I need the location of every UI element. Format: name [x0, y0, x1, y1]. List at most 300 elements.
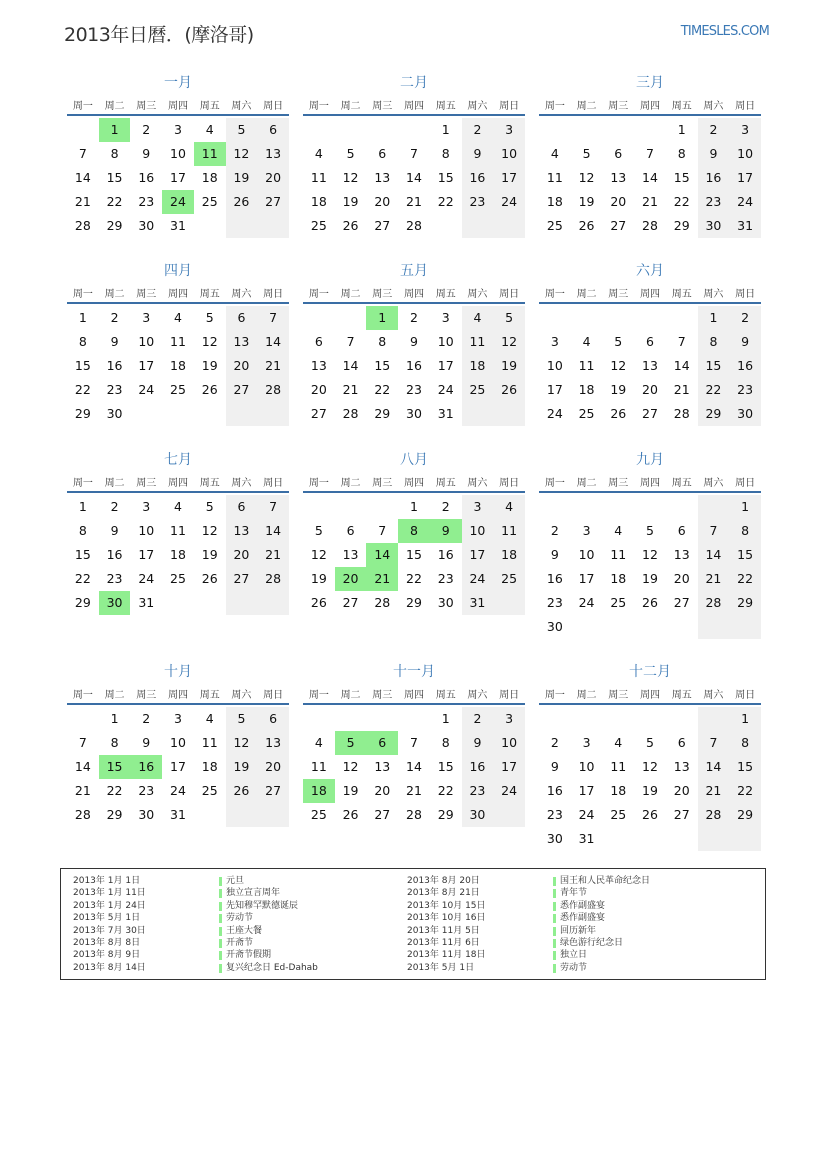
- day-cell[interactable]: 12: [310, 547, 327, 562]
- day-cell[interactable]: 14: [698, 543, 730, 567]
- day-cell[interactable]: 2: [550, 735, 559, 750]
- day-cell[interactable]: 1: [441, 711, 450, 726]
- day-cell[interactable]: 23: [462, 779, 494, 803]
- day-cell[interactable]: 9: [729, 330, 761, 354]
- day-cell[interactable]: 5: [226, 118, 258, 142]
- day-cell[interactable]: 28: [74, 218, 91, 233]
- day-cell[interactable]: 30: [406, 406, 422, 421]
- day-cell[interactable]: 13: [673, 547, 690, 562]
- day-cell[interactable]: 31: [170, 218, 186, 233]
- day-cell[interactable]: 28: [673, 406, 690, 421]
- day-cell[interactable]: 4: [174, 310, 182, 325]
- day-cell[interactable]: 9: [550, 759, 559, 774]
- day-cell[interactable]: 20: [257, 166, 289, 190]
- day-cell[interactable]: 7: [410, 146, 418, 161]
- day-cell[interactable]: 3: [441, 310, 450, 325]
- day-cell[interactable]: 6: [366, 731, 398, 755]
- day-cell[interactable]: 27: [673, 595, 690, 610]
- day-cell[interactable]: 2: [110, 499, 119, 514]
- day-cell[interactable]: 13: [257, 731, 289, 755]
- day-cell[interactable]: 20: [374, 783, 391, 798]
- day-cell[interactable]: 12: [342, 170, 359, 185]
- day-cell[interactable]: 1: [729, 707, 761, 731]
- day-cell[interactable]: 8: [378, 334, 387, 349]
- day-cell[interactable]: 22: [698, 378, 730, 402]
- day-cell[interactable]: 4: [614, 523, 623, 538]
- day-cell[interactable]: 3: [550, 334, 559, 349]
- day-cell[interactable]: 6: [226, 306, 258, 330]
- day-cell[interactable]: 4: [462, 306, 494, 330]
- day-cell[interactable]: 4: [314, 735, 323, 750]
- day-cell[interactable]: 19: [226, 166, 258, 190]
- day-cell[interactable]: 9: [550, 547, 559, 562]
- day-cell[interactable]: 11: [462, 330, 494, 354]
- day-cell[interactable]: 17: [546, 382, 563, 397]
- day-cell[interactable]: 7: [257, 495, 289, 519]
- day-cell[interactable]: 31: [578, 831, 595, 846]
- day-cell[interactable]: 1: [99, 118, 131, 142]
- day-cell[interactable]: 22: [74, 571, 91, 586]
- day-cell[interactable]: 6: [677, 523, 686, 538]
- day-cell[interactable]: 5: [493, 306, 525, 330]
- day-cell[interactable]: 10: [138, 523, 155, 538]
- day-cell[interactable]: 28: [374, 595, 391, 610]
- day-cell[interactable]: 17: [578, 571, 595, 586]
- day-cell[interactable]: 26: [342, 218, 359, 233]
- day-cell[interactable]: 15: [406, 547, 422, 562]
- day-cell[interactable]: 12: [226, 142, 258, 166]
- day-cell[interactable]: 23: [698, 190, 730, 214]
- day-cell[interactable]: 14: [698, 755, 730, 779]
- day-cell[interactable]: 21: [698, 779, 730, 803]
- day-cell[interactable]: 19: [642, 571, 658, 586]
- day-cell[interactable]: 16: [546, 783, 563, 798]
- day-cell[interactable]: 2: [142, 711, 151, 726]
- day-cell[interactable]: 14: [642, 170, 658, 185]
- day-cell[interactable]: 18: [201, 170, 218, 185]
- day-cell[interactable]: 28: [406, 807, 422, 822]
- day-cell[interactable]: 30: [138, 807, 155, 822]
- day-cell[interactable]: 11: [201, 735, 218, 750]
- day-cell[interactable]: 23: [106, 382, 123, 397]
- day-cell[interactable]: 10: [578, 547, 595, 562]
- day-cell[interactable]: 25: [201, 783, 218, 798]
- day-cell[interactable]: 25: [493, 567, 525, 591]
- day-cell[interactable]: 25: [170, 571, 186, 586]
- day-cell[interactable]: 12: [642, 759, 658, 774]
- day-cell[interactable]: 19: [310, 571, 327, 586]
- day-cell[interactable]: 10: [493, 142, 525, 166]
- day-cell[interactable]: 13: [673, 759, 690, 774]
- day-cell[interactable]: 18: [303, 779, 335, 803]
- day-cell[interactable]: 6: [346, 523, 355, 538]
- day-cell[interactable]: 29: [406, 595, 422, 610]
- day-cell[interactable]: 17: [578, 783, 595, 798]
- day-cell[interactable]: 4: [614, 735, 623, 750]
- day-cell[interactable]: 3: [582, 523, 591, 538]
- day-cell[interactable]: 11: [610, 759, 627, 774]
- day-cell[interactable]: 9: [462, 731, 494, 755]
- day-cell[interactable]: 11: [310, 759, 327, 774]
- day-cell[interactable]: 29: [729, 591, 761, 615]
- day-cell[interactable]: 15: [437, 759, 454, 774]
- day-cell[interactable]: 17: [493, 755, 525, 779]
- day-cell[interactable]: 5: [346, 146, 355, 161]
- day-cell[interactable]: 7: [257, 306, 289, 330]
- day-cell[interactable]: 8: [441, 735, 450, 750]
- day-cell[interactable]: 27: [673, 807, 690, 822]
- day-cell[interactable]: 15: [74, 547, 91, 562]
- day-cell[interactable]: 5: [335, 731, 367, 755]
- day-cell[interactable]: 20: [226, 543, 258, 567]
- day-cell[interactable]: 1: [78, 499, 87, 514]
- day-cell[interactable]: 8: [78, 523, 87, 538]
- day-cell[interactable]: 7: [410, 735, 418, 750]
- day-cell[interactable]: 20: [226, 354, 258, 378]
- day-cell[interactable]: 29: [673, 218, 690, 233]
- day-cell[interactable]: 16: [729, 354, 761, 378]
- day-cell[interactable]: 23: [437, 571, 454, 586]
- day-cell[interactable]: 8: [677, 146, 686, 161]
- day-cell[interactable]: 17: [437, 358, 454, 373]
- day-cell[interactable]: 29: [74, 595, 91, 610]
- day-cell[interactable]: 27: [226, 567, 258, 591]
- day-cell[interactable]: 18: [170, 547, 186, 562]
- day-cell[interactable]: 5: [314, 523, 323, 538]
- day-cell[interactable]: 26: [201, 382, 218, 397]
- day-cell[interactable]: 14: [406, 170, 422, 185]
- day-cell[interactable]: 2: [698, 118, 730, 142]
- day-cell[interactable]: 27: [374, 218, 391, 233]
- day-cell[interactable]: 3: [493, 118, 525, 142]
- site-name[interactable]: TIMESLES.COM: [680, 24, 769, 39]
- day-cell[interactable]: 7: [698, 519, 730, 543]
- day-cell[interactable]: 4: [314, 146, 323, 161]
- day-cell[interactable]: 21: [406, 783, 422, 798]
- day-cell[interactable]: 13: [226, 330, 258, 354]
- day-cell[interactable]: 15: [673, 170, 690, 185]
- day-cell[interactable]: 5: [646, 735, 654, 750]
- day-cell[interactable]: 20: [673, 783, 690, 798]
- day-cell[interactable]: 25: [310, 807, 327, 822]
- day-cell[interactable]: 15: [106, 170, 123, 185]
- day-cell[interactable]: 1: [78, 310, 87, 325]
- day-cell[interactable]: 4: [205, 711, 214, 726]
- day-cell[interactable]: 3: [142, 499, 151, 514]
- day-cell[interactable]: 15: [74, 358, 91, 373]
- day-cell[interactable]: 30: [698, 214, 730, 238]
- day-cell[interactable]: 18: [462, 354, 494, 378]
- day-cell[interactable]: 14: [74, 759, 91, 774]
- day-cell[interactable]: 31: [170, 807, 186, 822]
- day-cell[interactable]: 20: [374, 194, 391, 209]
- day-cell[interactable]: 22: [74, 382, 91, 397]
- day-cell[interactable]: 20: [257, 755, 289, 779]
- day-cell[interactable]: 26: [226, 779, 258, 803]
- day-cell[interactable]: 4: [550, 146, 559, 161]
- day-cell[interactable]: 26: [610, 406, 627, 421]
- day-cell[interactable]: 4: [174, 499, 182, 514]
- day-cell[interactable]: 26: [201, 571, 218, 586]
- day-cell[interactable]: 29: [437, 807, 454, 822]
- day-cell[interactable]: 10: [729, 142, 761, 166]
- day-cell[interactable]: 30: [106, 406, 123, 421]
- day-cell[interactable]: 7: [78, 146, 87, 161]
- day-cell[interactable]: 14: [257, 519, 289, 543]
- day-cell[interactable]: 22: [437, 783, 454, 798]
- day-cell[interactable]: 26: [310, 595, 327, 610]
- day-cell[interactable]: 8: [729, 519, 761, 543]
- day-cell[interactable]: 23: [406, 382, 422, 397]
- day-cell[interactable]: 5: [205, 310, 214, 325]
- day-cell[interactable]: 28: [406, 218, 422, 233]
- day-cell[interactable]: 20: [673, 571, 690, 586]
- day-cell[interactable]: 21: [406, 194, 422, 209]
- day-cell[interactable]: 27: [226, 378, 258, 402]
- day-cell[interactable]: 1: [698, 306, 730, 330]
- day-cell[interactable]: 26: [342, 807, 359, 822]
- day-cell[interactable]: 19: [642, 783, 658, 798]
- day-cell[interactable]: 23: [138, 194, 155, 209]
- day-cell[interactable]: 24: [462, 567, 494, 591]
- day-cell[interactable]: 14: [366, 543, 398, 567]
- day-cell[interactable]: 6: [646, 334, 654, 349]
- day-cell[interactable]: 17: [170, 759, 186, 774]
- day-cell[interactable]: 7: [378, 523, 387, 538]
- day-cell[interactable]: 24: [729, 190, 761, 214]
- day-cell[interactable]: 19: [578, 194, 595, 209]
- day-cell[interactable]: 24: [578, 595, 595, 610]
- day-cell[interactable]: 21: [74, 194, 91, 209]
- day-cell[interactable]: 24: [162, 190, 194, 214]
- day-cell[interactable]: 17: [493, 166, 525, 190]
- day-cell[interactable]: 14: [74, 170, 91, 185]
- day-cell[interactable]: 7: [698, 731, 730, 755]
- day-cell[interactable]: 26: [493, 378, 525, 402]
- day-cell[interactable]: 8: [729, 731, 761, 755]
- day-cell[interactable]: 15: [437, 170, 454, 185]
- day-cell[interactable]: 15: [99, 755, 131, 779]
- day-cell[interactable]: 6: [614, 146, 623, 161]
- day-cell[interactable]: 1: [410, 499, 418, 514]
- day-cell[interactable]: 27: [642, 406, 658, 421]
- day-cell[interactable]: 19: [201, 547, 218, 562]
- day-cell[interactable]: 29: [106, 807, 123, 822]
- day-cell[interactable]: 2: [441, 499, 450, 514]
- day-cell[interactable]: 8: [110, 146, 119, 161]
- day-cell[interactable]: 7: [677, 334, 686, 349]
- day-cell[interactable]: 28: [342, 406, 359, 421]
- day-cell[interactable]: 2: [729, 306, 761, 330]
- day-cell[interactable]: 29: [106, 218, 123, 233]
- day-cell[interactable]: 13: [342, 547, 359, 562]
- day-cell[interactable]: 10: [578, 759, 595, 774]
- day-cell[interactable]: 8: [398, 519, 430, 543]
- day-cell[interactable]: 16: [130, 755, 162, 779]
- day-cell[interactable]: 25: [610, 807, 627, 822]
- day-cell[interactable]: 5: [582, 146, 591, 161]
- day-cell[interactable]: 23: [462, 190, 494, 214]
- day-cell[interactable]: 9: [698, 142, 730, 166]
- day-cell[interactable]: 25: [578, 406, 595, 421]
- day-cell[interactable]: 12: [201, 523, 218, 538]
- day-cell[interactable]: 25: [462, 378, 494, 402]
- day-cell[interactable]: 27: [257, 779, 289, 803]
- day-cell[interactable]: 19: [342, 783, 359, 798]
- day-cell[interactable]: 19: [342, 194, 359, 209]
- day-cell[interactable]: 9: [410, 334, 418, 349]
- day-cell[interactable]: 26: [642, 595, 658, 610]
- day-cell[interactable]: 17: [729, 166, 761, 190]
- day-cell[interactable]: 3: [142, 310, 151, 325]
- day-cell[interactable]: 31: [437, 406, 454, 421]
- day-cell[interactable]: 6: [226, 495, 258, 519]
- day-cell[interactable]: 24: [546, 406, 563, 421]
- day-cell[interactable]: 30: [99, 591, 131, 615]
- day-cell[interactable]: 28: [642, 218, 658, 233]
- day-cell[interactable]: 22: [406, 571, 422, 586]
- day-cell[interactable]: 13: [257, 142, 289, 166]
- day-cell[interactable]: 21: [257, 354, 289, 378]
- day-cell[interactable]: 9: [110, 334, 119, 349]
- day-cell[interactable]: 13: [374, 759, 391, 774]
- day-cell[interactable]: 7: [646, 146, 654, 161]
- day-cell[interactable]: 2: [410, 310, 418, 325]
- day-cell[interactable]: 8: [110, 735, 119, 750]
- day-cell[interactable]: 10: [170, 146, 186, 161]
- day-cell[interactable]: 24: [138, 571, 155, 586]
- day-cell[interactable]: 24: [437, 382, 454, 397]
- day-cell[interactable]: 24: [493, 190, 525, 214]
- day-cell[interactable]: 18: [578, 382, 595, 397]
- day-cell[interactable]: 13: [226, 519, 258, 543]
- day-cell[interactable]: 6: [257, 118, 289, 142]
- day-cell[interactable]: 15: [698, 354, 730, 378]
- day-cell[interactable]: 9: [462, 142, 494, 166]
- day-cell[interactable]: 25: [201, 194, 218, 209]
- day-cell[interactable]: 24: [138, 382, 155, 397]
- day-cell[interactable]: 21: [257, 543, 289, 567]
- day-cell[interactable]: 27: [610, 218, 627, 233]
- day-cell[interactable]: 22: [374, 382, 391, 397]
- day-cell[interactable]: 20: [335, 567, 367, 591]
- day-cell[interactable]: 13: [374, 170, 391, 185]
- day-cell[interactable]: 28: [257, 378, 289, 402]
- day-cell[interactable]: 25: [546, 218, 563, 233]
- day-cell[interactable]: 29: [729, 803, 761, 827]
- day-cell[interactable]: 28: [698, 591, 730, 615]
- day-cell[interactable]: 23: [138, 783, 155, 798]
- day-cell[interactable]: 8: [441, 146, 450, 161]
- day-cell[interactable]: 22: [106, 194, 123, 209]
- day-cell[interactable]: 17: [170, 170, 186, 185]
- day-cell[interactable]: 3: [729, 118, 761, 142]
- day-cell[interactable]: 29: [698, 402, 730, 426]
- day-cell[interactable]: 11: [170, 334, 186, 349]
- day-cell[interactable]: 31: [462, 591, 494, 615]
- day-cell[interactable]: 2: [550, 523, 559, 538]
- day-cell[interactable]: 27: [310, 406, 327, 421]
- day-cell[interactable]: 6: [314, 334, 323, 349]
- day-cell[interactable]: 1: [110, 711, 119, 726]
- day-cell[interactable]: 19: [226, 755, 258, 779]
- day-cell[interactable]: 18: [546, 194, 563, 209]
- day-cell[interactable]: 22: [673, 194, 690, 209]
- day-cell[interactable]: 6: [378, 146, 387, 161]
- day-cell[interactable]: 20: [642, 382, 658, 397]
- day-cell[interactable]: 20: [310, 382, 327, 397]
- day-cell[interactable]: 19: [493, 354, 525, 378]
- day-cell[interactable]: 27: [257, 190, 289, 214]
- day-cell[interactable]: 5: [646, 523, 654, 538]
- day-cell[interactable]: 9: [142, 735, 151, 750]
- day-cell[interactable]: 19: [610, 382, 627, 397]
- day-cell[interactable]: 25: [170, 382, 186, 397]
- day-cell[interactable]: 7: [346, 334, 355, 349]
- day-cell[interactable]: 12: [342, 759, 359, 774]
- day-cell[interactable]: 6: [677, 735, 686, 750]
- day-cell[interactable]: 13: [642, 358, 658, 373]
- day-cell[interactable]: 21: [698, 567, 730, 591]
- day-cell[interactable]: 16: [106, 547, 123, 562]
- day-cell[interactable]: 28: [698, 803, 730, 827]
- day-cell[interactable]: 9: [430, 519, 462, 543]
- day-cell[interactable]: 27: [374, 807, 391, 822]
- day-cell[interactable]: 30: [546, 831, 563, 846]
- day-cell[interactable]: 25: [610, 595, 627, 610]
- day-cell[interactable]: 20: [610, 194, 627, 209]
- day-cell[interactable]: 31: [138, 595, 155, 610]
- day-cell[interactable]: 10: [462, 519, 494, 543]
- day-cell[interactable]: 9: [110, 523, 119, 538]
- day-cell[interactable]: 19: [201, 358, 218, 373]
- day-cell[interactable]: 28: [257, 567, 289, 591]
- day-cell[interactable]: 10: [170, 735, 186, 750]
- day-cell[interactable]: 12: [226, 731, 258, 755]
- day-cell[interactable]: 18: [310, 194, 327, 209]
- day-cell[interactable]: 18: [610, 783, 627, 798]
- day-cell[interactable]: 8: [78, 334, 87, 349]
- day-cell[interactable]: 16: [698, 166, 730, 190]
- day-cell[interactable]: 22: [729, 567, 761, 591]
- day-cell[interactable]: 11: [546, 170, 563, 185]
- day-cell[interactable]: 16: [437, 547, 454, 562]
- day-cell[interactable]: 12: [642, 547, 658, 562]
- day-cell[interactable]: 13: [610, 170, 627, 185]
- day-cell[interactable]: 3: [174, 711, 182, 726]
- day-cell[interactable]: 16: [106, 358, 123, 373]
- day-cell[interactable]: 22: [729, 779, 761, 803]
- day-cell[interactable]: 18: [493, 543, 525, 567]
- day-cell[interactable]: 17: [462, 543, 494, 567]
- day-cell[interactable]: 4: [205, 122, 214, 137]
- day-cell[interactable]: 5: [205, 499, 214, 514]
- day-cell[interactable]: 15: [729, 755, 761, 779]
- day-cell[interactable]: 3: [462, 495, 494, 519]
- day-cell[interactable]: 21: [673, 382, 690, 397]
- day-cell[interactable]: 1: [366, 306, 398, 330]
- day-cell[interactable]: 18: [201, 759, 218, 774]
- day-cell[interactable]: 14: [673, 358, 690, 373]
- day-cell[interactable]: 21: [342, 382, 359, 397]
- day-cell[interactable]: 27: [342, 595, 359, 610]
- day-cell[interactable]: 12: [201, 334, 218, 349]
- day-cell[interactable]: 29: [74, 406, 91, 421]
- day-cell[interactable]: 10: [138, 334, 155, 349]
- day-cell[interactable]: 6: [257, 707, 289, 731]
- day-cell[interactable]: 21: [74, 783, 91, 798]
- day-cell[interactable]: 22: [437, 194, 454, 209]
